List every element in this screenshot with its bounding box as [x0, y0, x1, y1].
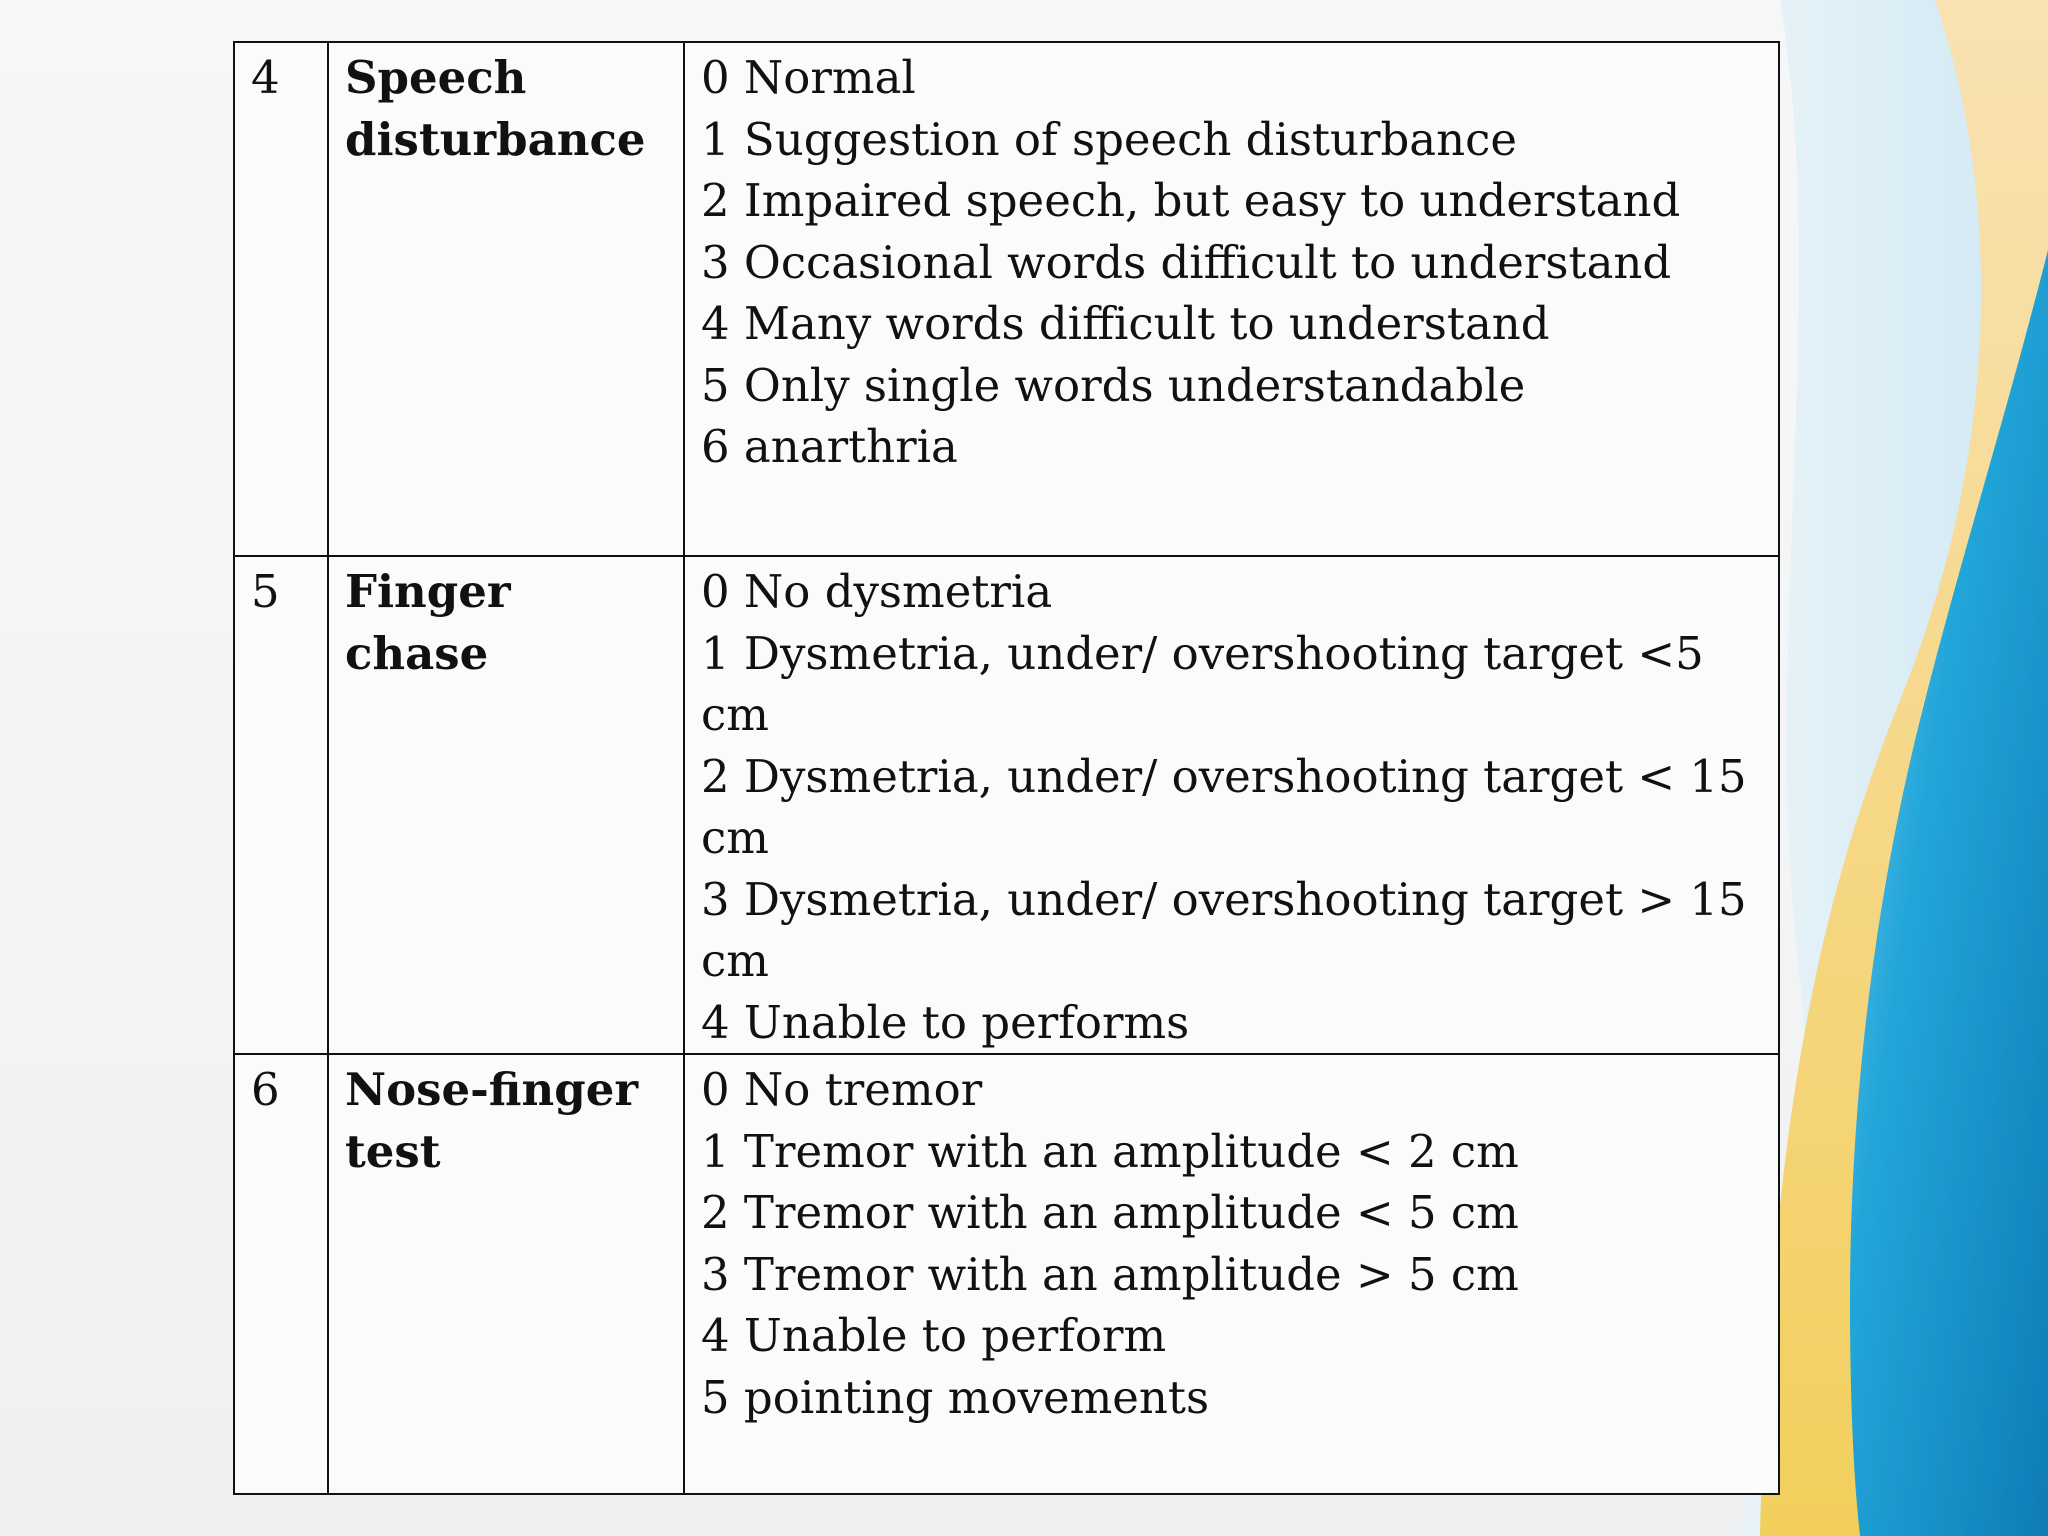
item-number: 5 [234, 556, 328, 1054]
scale-option: 0 No dysmetria [701, 565, 1053, 618]
scale-option: 5 Only single words understandable [701, 358, 1526, 412]
scale-option: 4 Unable to perform [701, 1309, 1167, 1362]
scale-option: 2 Tremor with an amplitude < 5 cm [701, 1186, 1519, 1239]
scale-options [684, 42, 1779, 556]
scale-option: 5 pointing movements [701, 1370, 1210, 1424]
table-row [234, 1054, 1779, 1494]
scale-option: 1 Tremor with an amplitude < 2 cm [701, 1124, 1519, 1178]
scale-option: 3 Occasional words difficult to understand [701, 235, 1672, 289]
scale-option: 3 Dysmetria, under/ overshooting target > 15 cm [701, 872, 1747, 987]
scale-option: 0 Normal [701, 51, 916, 104]
item-name: Finger chase [328, 556, 684, 1054]
table-row [234, 42, 1779, 556]
scale-option: 4 Unable to performs [701, 995, 1190, 1049]
scale-option: 2 Impaired speech, but easy to understand [701, 174, 1681, 227]
table-row [234, 556, 1779, 1054]
scale-option: 3 Tremor with an amplitude > 5 cm [701, 1247, 1519, 1301]
item-number: 6 [234, 1054, 328, 1494]
scale-option: 6 anarthria [701, 420, 958, 473]
item-name: Speech disturbance [328, 42, 684, 556]
scale-options [684, 556, 1779, 1054]
scoring-table [233, 41, 1780, 1495]
item-name: Nose-finger test [328, 1054, 684, 1494]
scale-option: 4 Many words difficult to understand [701, 297, 1550, 350]
scale-option: 0 No tremor [701, 1063, 983, 1116]
scale-option: 1 Suggestion of speech disturbance [701, 112, 1517, 166]
scale-option: 1 Dysmetria, under/ overshooting target <5 cm [701, 626, 1704, 741]
scale-options [684, 1054, 1779, 1494]
scale-option: 2 Dysmetria, under/ overshooting target < 15 cm [701, 749, 1747, 864]
item-number: 4 [234, 42, 328, 556]
